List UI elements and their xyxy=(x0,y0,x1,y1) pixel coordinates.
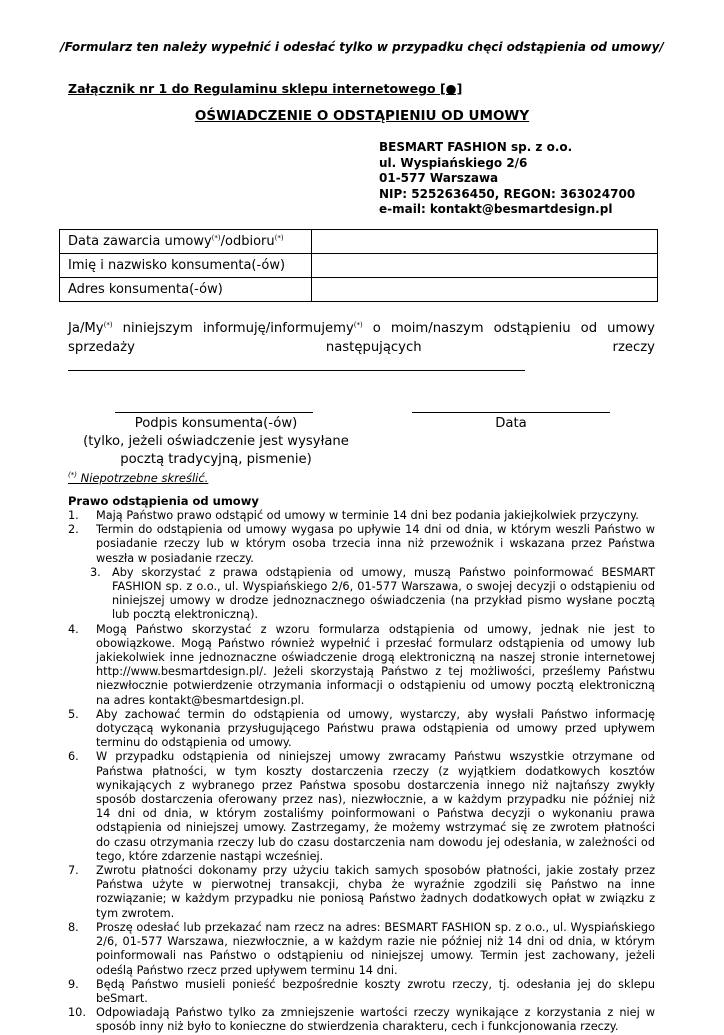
table-row xyxy=(60,230,658,254)
consumer-name-label: Imię i nazwisko konsumenta(-ów) xyxy=(60,254,312,278)
date-label: Data xyxy=(495,416,527,431)
contract-date-field[interactable] xyxy=(312,230,658,254)
document-title: OŚWIADCZENIE O ODSTĄPIENIU OD UMOWY xyxy=(194,108,530,124)
footnote: (*) Niepotrzebne skreślić. xyxy=(68,471,209,485)
list-item: 3. Aby skorzystać z prawa odstąpienia od umowy, muszą Państwo poinformować BESMART FASHION sp. z o.o., ul. Wyspiańskiego 2/6, 01-577 Warszawa, o swojej decyzji o odstąpieniu od niniejszej umowy w drodze jednoznacznego oświadczenia (na przykład pismo wysłane pocztą lub pocztą elektroniczną). xyxy=(90,565,655,622)
list-item: 6. W przypadku odstąpienia od niniejszej umowy zwracamy Państwu wszystkie otrzymane od Państwa płatności, w tym koszty dostarczenia rzeczy (z wyjątkiem dodatkowych kosztów wynikających z wybranego przez Państwa sposobu dostarczenia innego niż najtańszy zwykły sposób dostarczenia oferowany przez nas), niezwłocznie, a w każdym przypadku nie później niż 14 dni od dnia, w którym zostaliśmy poinformowani o Państwa decyzji o wykonaniu prawa odstąpienia od niniejszej umowy. Zastrzegamy, że możemy wstrzymać się ze zwrotem płatności do czasu otrzymania rzeczy lub do czasu dostarczenia nam dowodu jej odesłania, w zależności od tego, które zdarzenie nastąpi wcześniej. xyxy=(68,750,655,863)
rights-list xyxy=(68,509,655,1035)
consumer-signature-note: (tylko, jeżeli oświadczenie jest wysyłane pocztą tradycyjną, pismenie) xyxy=(83,434,349,467)
instruction-note: /Formularz ten należy wypełnić i odesłać tylko w przypadku chęci odstąpienia od umowy/ xyxy=(60,40,664,54)
list-item: 2. Termin do odstąpienia od umowy wygasa po upływie 14 dni od dnia, w którym weszli Państwo w posiadanie rzeczy lub w którym osoba trzecia inna niż przewoźnik i wskazana przez Państwa weszła w posiadanie rzeczy. xyxy=(68,523,655,565)
company-email: e-mail: kontakt@besmartdesign.pl xyxy=(379,202,613,217)
goods-fill-in-line[interactable] xyxy=(68,357,525,371)
consumer-details-table xyxy=(59,229,658,302)
table-row xyxy=(60,278,658,302)
list-item: 9. Będą Państwo musieli ponieść bezpośrednie koszty zwrotu rzeczy, tj. odesłania jej do sklepu beSmart. xyxy=(68,977,655,1005)
company-street: ul. Wyspiańskiego 2/6 xyxy=(379,155,528,170)
list-item: 5. Aby zachować termin do odstąpienia od umowy, wystarczy, aby wysłali Państwo informację dotyczącą wykonania przysługującego Państwu prawa odstąpienia od umowy przed upływem terminu do odstąpienia od umowy. xyxy=(68,707,655,750)
list-item: 4. Mogą Państwo skorzystać z wzoru formularza odstąpienia od umowy, jednak nie jest to obowiązkowe. Mogą Państwo również wypełnić i przesłać formularz odstąpienia od umowy lub jakiekolwiek inne jednoznaczne oświadczenie drogą elektroniczną na naszej stronie internetowej http://www.besmartdesign.pl/. Jeżeli skorzystają Państwo z tej możliwości, prześlemy Państwu niezwłocznie potwierdzenie otrzymania informacji o odstąpieniu od umowy pocztą elektroniczną na adres kontakt@besmartdesign.pl. xyxy=(68,622,655,707)
table-row xyxy=(60,254,658,278)
contract-date-label: Data zawarcia umowy(*)/odbioru(*) xyxy=(60,230,312,254)
consumer-address-label: Adres konsumenta(-ów) xyxy=(60,278,312,302)
company-name: BESMART FASHION sp. z o.o. xyxy=(379,140,573,154)
date-signature-line[interactable] xyxy=(412,412,610,413)
company-city: 01-577 Warszawa xyxy=(379,171,499,186)
list-item: 1. Mają Państwo prawo odstąpić od umowy w terminie 14 dni bez podania jakiejkolwiek przyczyny. xyxy=(68,509,639,522)
consumer-name-field[interactable] xyxy=(312,254,658,278)
attachment-heading: Załącznik nr 1 do Regulaminu sklepu internetowego [●] xyxy=(68,81,463,96)
consumer-address-field[interactable] xyxy=(312,278,658,302)
company-address-block xyxy=(379,140,635,218)
consumer-signature-label: Podpis konsumenta(-ów) xyxy=(134,416,298,431)
consumer-signature-line[interactable] xyxy=(115,412,313,413)
rights-heading: Prawo odstąpienia od umowy xyxy=(68,494,259,508)
withdrawal-declaration: Ja/My(*) niniejszym informuję/informujemy(*) o moim/naszym odstąpieniu od umowy sprzedaży następujących rzeczy xyxy=(68,319,655,377)
consumer-signature-caption xyxy=(60,415,372,469)
list-item: 7. Zwrotu płatności dokonamy przy użyciu takich samych sposobów płatności, jakie zostały przez Państwa użyte w pierwotnej transakcji, chyba że wyraźnie zgodzili się Państwo na inne rozwiązanie; w każdym przypadku nie poniosą Państwo żadnych dodatkowych opłat w związku z tym zwrotem. xyxy=(68,864,655,920)
company-ids: NIP: 5252636450, REGON: 363024700 xyxy=(379,186,636,201)
list-item: 8. Proszę odesłać lub przekazać nam rzecz na adres: BESMART FASHION sp. z o.o., ul. Wyspiańskiego 2/6, 01-577 Warszawa, niezwłocznie, a w każdym razie nie później niż 14 dni od dnia, w którym poinformowali nas Państwo o odstąpieniu od niniejszej umowy. Termin jest zachowany, jeżeli odeślą Państwo rzecz przed upływem terminu 14 dni. xyxy=(68,920,655,977)
list-item: 10. Odpowiadają Państwo tylko za zmniejszenie wartości rzeczy wynikające z korzystania z niej w sposób inny niż było to konieczne do stwierdzenia charakteru, cech i funkcjonowania rzeczy. xyxy=(68,1006,655,1034)
